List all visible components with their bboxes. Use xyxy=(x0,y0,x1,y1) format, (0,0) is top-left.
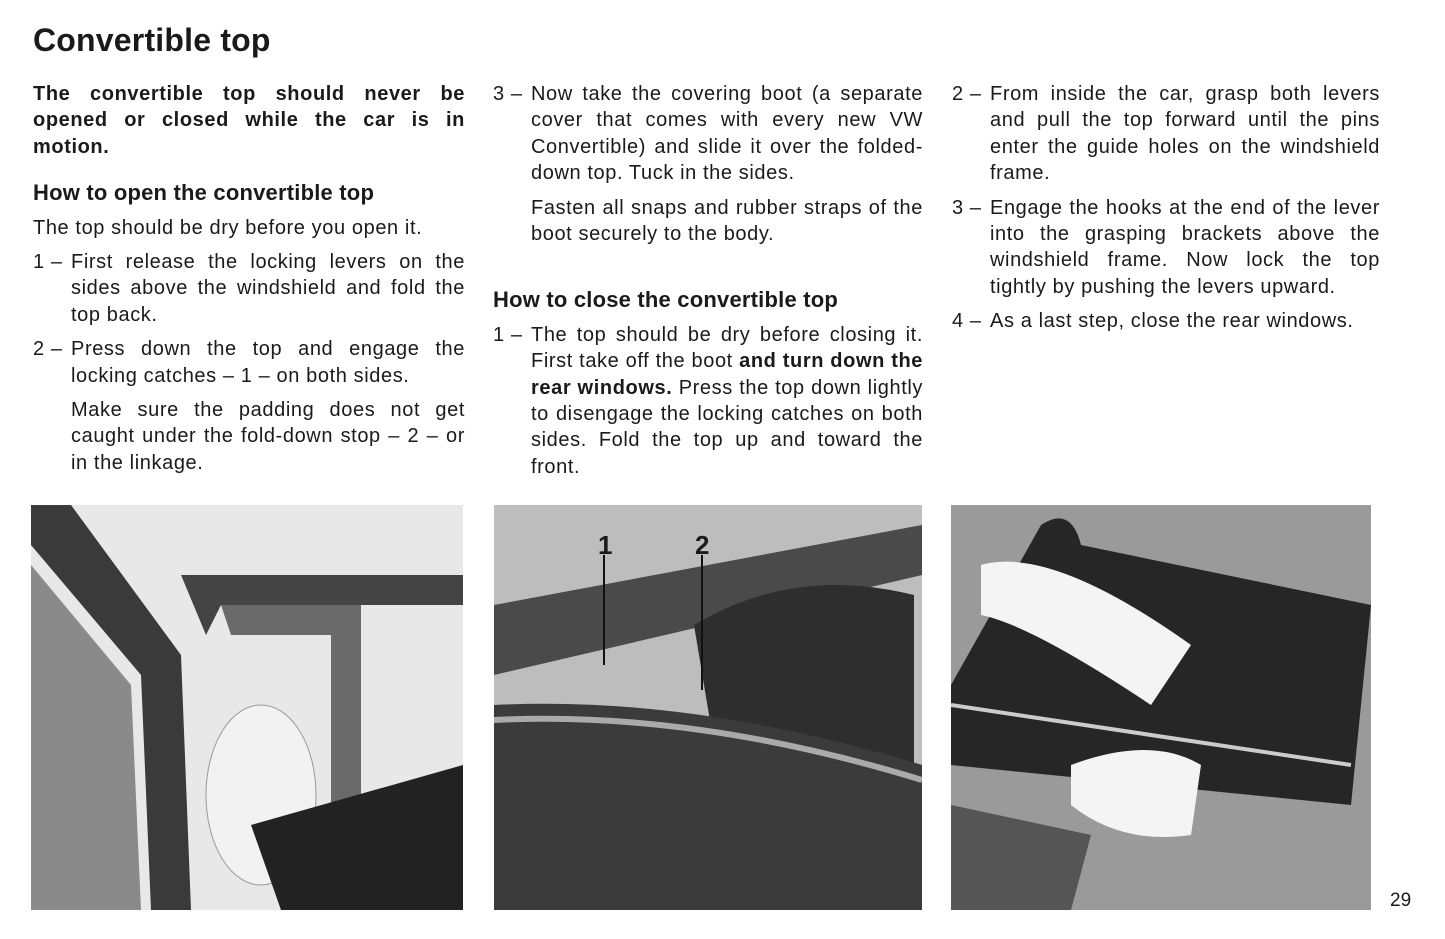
close-step-2 xyxy=(952,81,1380,187)
step-number: 3 – xyxy=(952,196,982,219)
step-text: Engage the hooks at the end of the lever into the grasping brackets above the windshield frame. Now lock the top tightly by pushing the levers upward. xyxy=(990,196,1380,298)
step-number: 4 – xyxy=(952,310,982,333)
column-2 xyxy=(493,81,923,488)
bold-text: and turn down the rear windows. xyxy=(531,350,924,399)
step-number: 1 – xyxy=(33,251,63,274)
step-number: 1 – xyxy=(493,323,523,346)
column-3 xyxy=(952,81,1380,343)
close-heading: How to close the convertible top xyxy=(493,287,838,313)
open-intro: The top should be dry before you open it. xyxy=(33,216,423,239)
photo-releasing-lever xyxy=(31,505,463,910)
close-step-4 xyxy=(952,308,1380,334)
photo-closing-top xyxy=(951,505,1371,910)
step-text: Press down the top and engage the locking catches – 1 – on both sides. xyxy=(71,338,465,387)
column-1 xyxy=(33,81,465,484)
warning-text: The convertible top should never be opened or closed while the car is in motion. xyxy=(33,83,465,158)
step-number: 3 – xyxy=(493,83,523,105)
step-text: As a last step, close the rear windows. xyxy=(990,310,1354,333)
callout-1: 1 xyxy=(598,530,613,560)
page-number: 29 xyxy=(1390,890,1412,911)
text-part: The top should be dry before closing it. First take off the boot xyxy=(531,323,923,373)
page-title: Convertible top xyxy=(33,22,271,58)
step-text: From inside the car, grasp both levers and pull the top forward until the pins enter the guide holes on the windshield frame. xyxy=(990,83,1380,185)
close-step-1 xyxy=(493,322,923,480)
open-step-2 xyxy=(33,336,465,389)
step-number: 2 – xyxy=(952,83,982,105)
text-part: Press the top down lightly to disengage the locking catches on both sides. Fold the top up and toward the front. xyxy=(531,376,923,478)
step-text: First release the locking levers on the sides above the windshield and fold the top back. xyxy=(71,251,465,326)
open-heading: How to open the convertible top xyxy=(33,180,375,206)
close-step-3 xyxy=(952,195,1380,301)
step-text xyxy=(531,322,923,480)
open-note: Make sure the padding does not get caught under the fold-down stop – 2 – or in the linkage. xyxy=(71,399,465,474)
step-number: 2 – xyxy=(33,338,63,361)
open-step-3-note: Fasten all snaps and rubber straps of the boot securely to the body. xyxy=(531,196,923,246)
step-text: Now take the covering boot (a separate cover that comes with every new VW Convertible) and slide it over the folded-down top. Tuck in the sides. xyxy=(531,83,923,185)
callout-2: 2 xyxy=(695,530,710,560)
open-step-3 xyxy=(493,81,923,187)
open-step-1 xyxy=(33,249,465,328)
photo-folded-top-catches xyxy=(494,505,922,910)
